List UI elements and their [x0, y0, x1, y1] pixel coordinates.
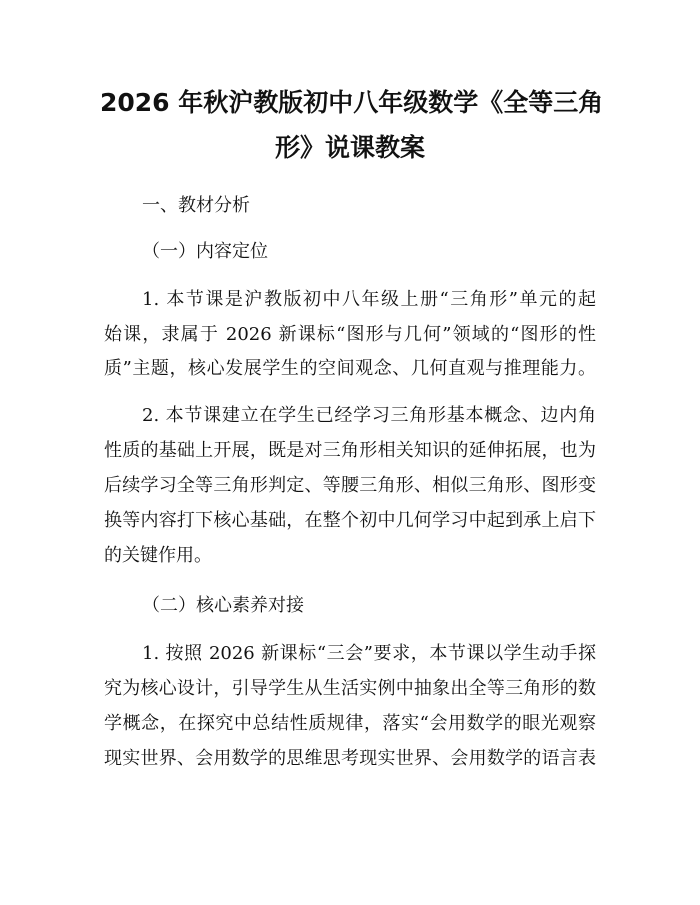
paragraph-line: 究为核心设计，引导学生从生活实例中抽象出全等三角形的数 [104, 678, 596, 699]
paragraph-line: 1. 本节课是沪教版初中八年级上册“三角形”单元的起 [142, 289, 596, 310]
subsection-heading-core-literacy: （二）核心素养对接 [142, 595, 304, 616]
paragraph-line: 质”主题，核心发展学生的空间观念、几何直观与推理能力。 [104, 358, 596, 379]
paragraph-line: 2. 本节课建立在学生已经学习三角形基本概念、边内角 [142, 405, 596, 426]
paragraph-line: 始课，隶属于 2026 新课标“图形与几何”领域的“图形的性 [104, 324, 596, 345]
paragraph-line: 换等内容打下核心基础，在整个初中几何学习中起到承上启下 [104, 510, 596, 531]
section-heading-materials-analysis: 一、教材分析 [142, 195, 250, 216]
paragraph-line: 性质的基础上开展，既是对三角形相关知识的延伸拓展，也为 [104, 440, 596, 461]
document-title-line-2: 形》说课教案 [274, 133, 425, 162]
paragraph-line: 学概念，在探究中总结性质规律，落实“会用数学的眼光观察 [104, 713, 596, 734]
subsection-heading-content-positioning: （一）内容定位 [142, 241, 268, 262]
paragraph-line: 的关键作用。 [104, 545, 212, 566]
paragraph-line: 现实世界、会用数学的思维思考现实世界、会用数学的语言表 [104, 748, 596, 769]
paragraph-line: 1. 按照 2026 新课标“三会”要求，本节课以学生动手探 [142, 643, 596, 664]
paragraph-line: 后续学习全等三角形判定、等腰三角形、相似三角形、图形变 [104, 475, 596, 496]
document-title-line-1: 2026 年秋沪教版初中八年级数学《全等三角 [100, 88, 604, 117]
